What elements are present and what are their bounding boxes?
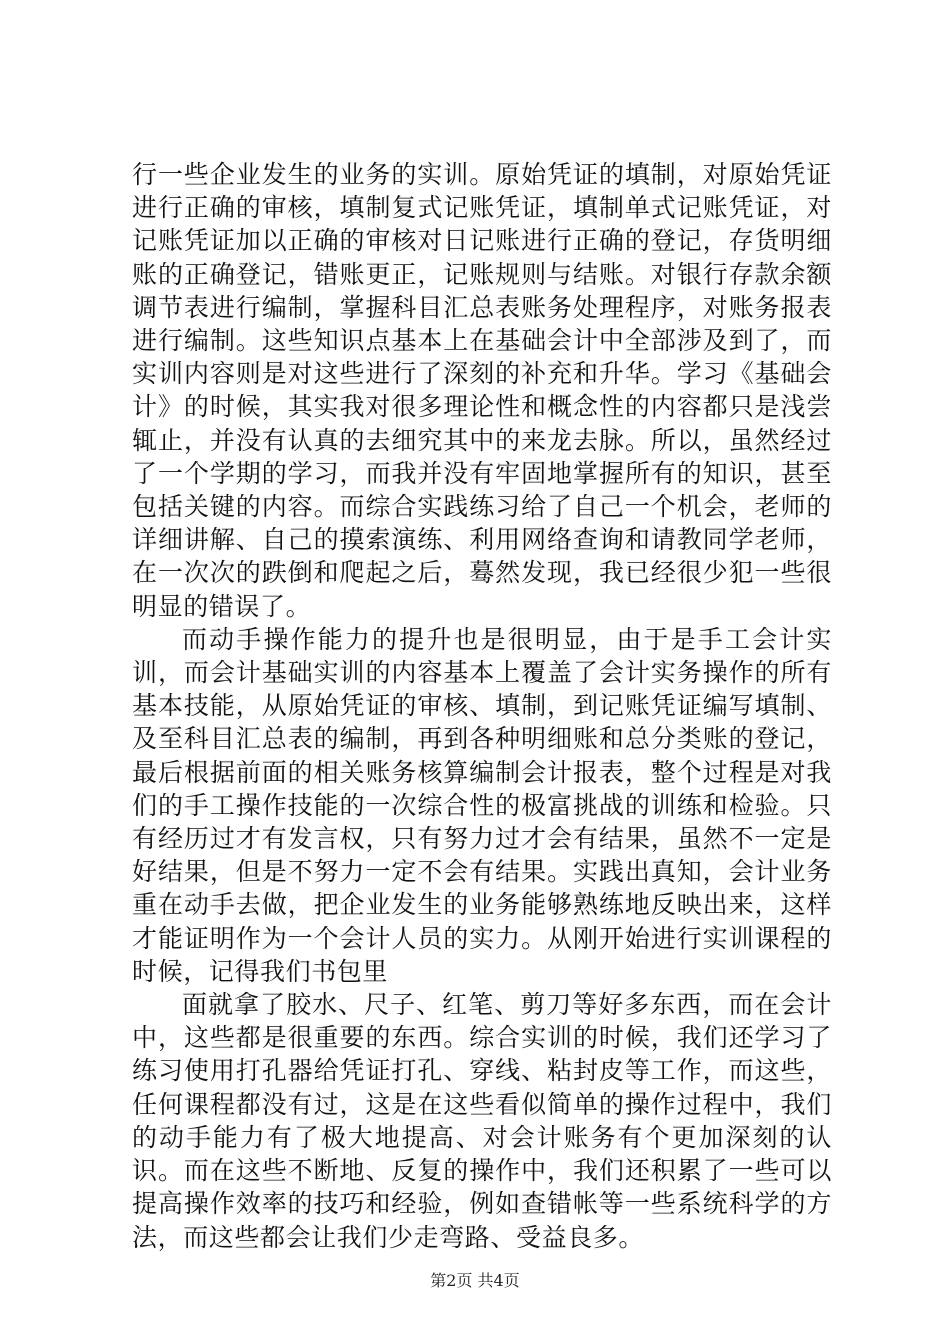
page-number-footer: 第2页 共4页: [430, 1271, 520, 1290]
paragraph-2: 而动手操作能力的提升也是很明显，由于是手工会计实训，而会计基础实训的内容基本上覆盖了会计实务操作的所有基本技能，从原始凭证的审核、填制，到记账凭证编写填制、及至科目汇总表的编制，再到各种明细账和总分类账的登记，最后根据前面的相关账务核算编制会计报表，整个过程是对我们的手工操作技能的一次综合性的极富挑战的训练和检验。只有经历过才有发言权，只有努力过才会有结果，虽然不一定是好结果，但是不努力一定不会有结果。实践出真知，会计业务重在动手去做，把企业发生的业务能够熟练地反映出来，这样才能证明作为一个会计人员的实力。从刚开始进行实训课程的时候，记得我们书包里: [132, 624, 832, 986]
paragraph-1: 行一些企业发生的业务的实训。原始凭证的填制，对原始凭证进行正确的审核，填制复式记账凭证，填制单式记账凭证，对记账凭证加以正确的审核对日记账进行正确的登记，存货明细账的正确登记，错账更正，记账规则与结账。对银行存款余额调节表进行编制，掌握科目汇总表账务处理程序，对账务报表进行编制。这些知识点基本上在基础会计中全部涉及到了，而实训内容则是对这些进行了深刻的补充和升华。学习《基础会计》的时候，其实我对很多理论性和概念性的内容都只是浅尝辄止，并没有认真的去细究其中的来龙去脉。所以，虽然经过了一个学期的学习，而我并没有牢固地掌握所有的知识，甚至包括关键的内容。而综合实践练习给了自己一个机会，老师的详细讲解、自己的摸索演练、利用网络查询和请教同学老师，在一次次的跌倒和爬起之后，蓦然发现，我已经很少犯一些很明显的错误了。: [132, 160, 832, 621]
document-body: [132, 158, 832, 1254]
paragraph-3: 面就拿了胶水、尺子、红笔、剪刀等好多东西，而在会计中，这些都是很重要的东西。综合实训的时候，我们还学习了练习使用打孔器给凭证打孔、穿线、粘封皮等工作，而这些，任何课程都没有过，这是在这些看似简单的操作过程中，我们的动手能力有了极大地提高、对会计账务有个更加深刻的认识。而在这些不断地、反复的操作中，我们还积累了一些可以提高操作效率的技巧和经验，例如查错帐等一些系统科学的方法，而这些都会让我们少走弯路、受益良多。: [132, 990, 832, 1252]
